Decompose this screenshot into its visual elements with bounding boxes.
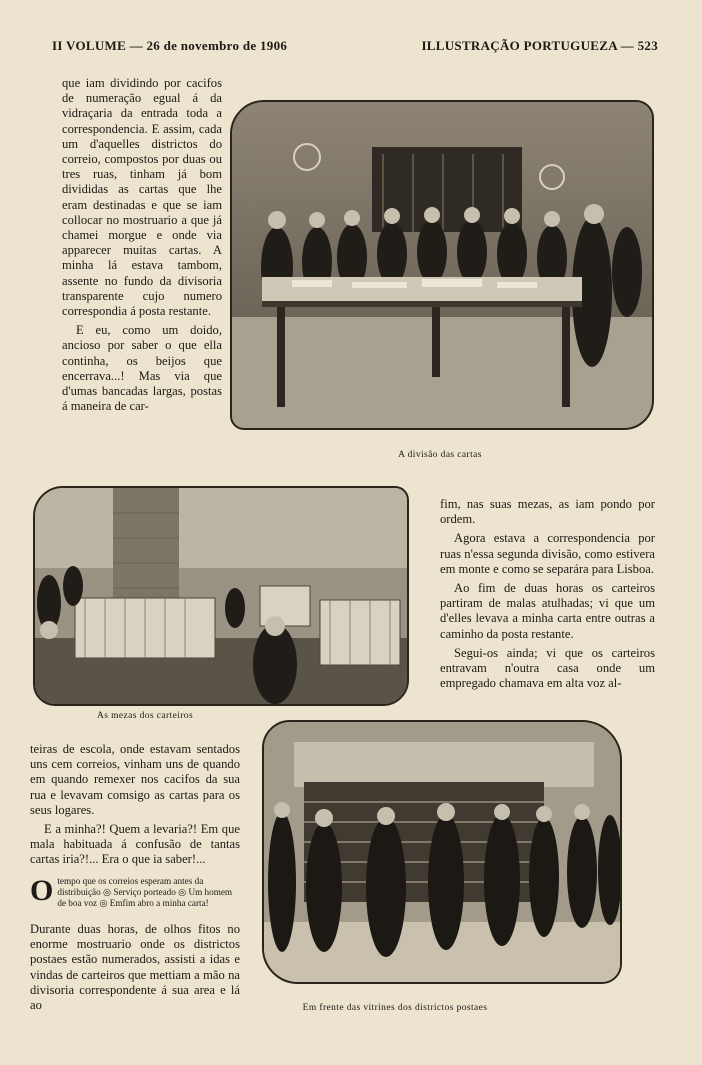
photo-district-cabinets [262,720,622,984]
text-column-middle-right [440,497,655,695]
caption-photo-letter-sorting: A divisão das cartas [398,450,482,460]
paragraph: Ao fim de duas horas os carteiros partiram de malas atulhadas; vi que um d'elles levava a minha carta entre outras a caminho da posta restante. [440,581,655,641]
summary-text: tempo que os correios esperam antes da distribuição ◎ Serviço porteado ◎ Um homem de boa voz ◎ Emfim abro a minha carta! [57,876,233,908]
paragraph: teiras de escola, onde estavam sentados uns cem correios, vinham uns de quando em quando remexer nos cacifos da sua rua e levavam comsigo as cartas para os seus logares. [30,742,240,817]
caption-photo-carriers-desks: As mezas dos carteiros [96,711,194,721]
chapter-summary [30,876,240,909]
paragraph: que iam dividindo por cacifos de numeração egual á da vidraçaria da entrada toda a correspondencia. E assim, cada um d'aquelles districtos do correio, compostos por duas ou tres ruas, tinham já bom divididas as cartas que lhe eram destinadas e que se iam collocar no mostruario a que já chamei morgue e onde via apparecer muitas cartas. A minha lá estava tambom, assente no fundo da divisoria transparente cujo numero correspondia á posta restante. [62,76,222,319]
paragraph: E eu, como um doido, ancioso por saber o que ella continha, os beijos que encerrava...! Mas via que d'umas bancadas largas, postas á maneira de car- [62,323,222,414]
paragraph: Segui-os ainda; vi que os carteiros entravam n'outra casa onde um empregado chamava em alta voz al- [440,645,655,691]
drop-cap: O [30,874,54,907]
running-header-volume-date: II VOLUME — 26 de novembro de 1906 [52,38,288,53]
running-header-title-page: ILLUSTRAÇÃO PORTUGUEZA — 523 [421,38,658,53]
text-column-bottom-left-lower [30,922,240,1017]
paragraph: E a minha?! Quem a levaria?! Em que mala habituada á confusão de tantas cartas iria?!... Era o que ia saber!... [30,822,240,867]
photo-letter-sorting [230,100,654,430]
text-column-top-left [62,76,222,418]
paragraph: Agora estava a correspondencia por ruas n'essa segunda divisão, como estivera em monte e como se separára para Lisboa. [440,531,655,576]
paragraph: Durante duas horas, de olhos fitos no enorme mostruario onde os districtos postaes estão numerados, assisti a idas e vindas de carteiros que mettiam a mão na divisoria correspondente á sua area e lá ao [30,922,240,1013]
text-column-bottom-left-upper [30,742,240,872]
paragraph: fim, nas suas mezas, as iam pondo por ordem. [440,497,655,527]
photo-carriers-desks [33,486,409,706]
caption-photo-district-cabinets: Em frente das vitrines dos districtos postaes [302,1003,488,1013]
